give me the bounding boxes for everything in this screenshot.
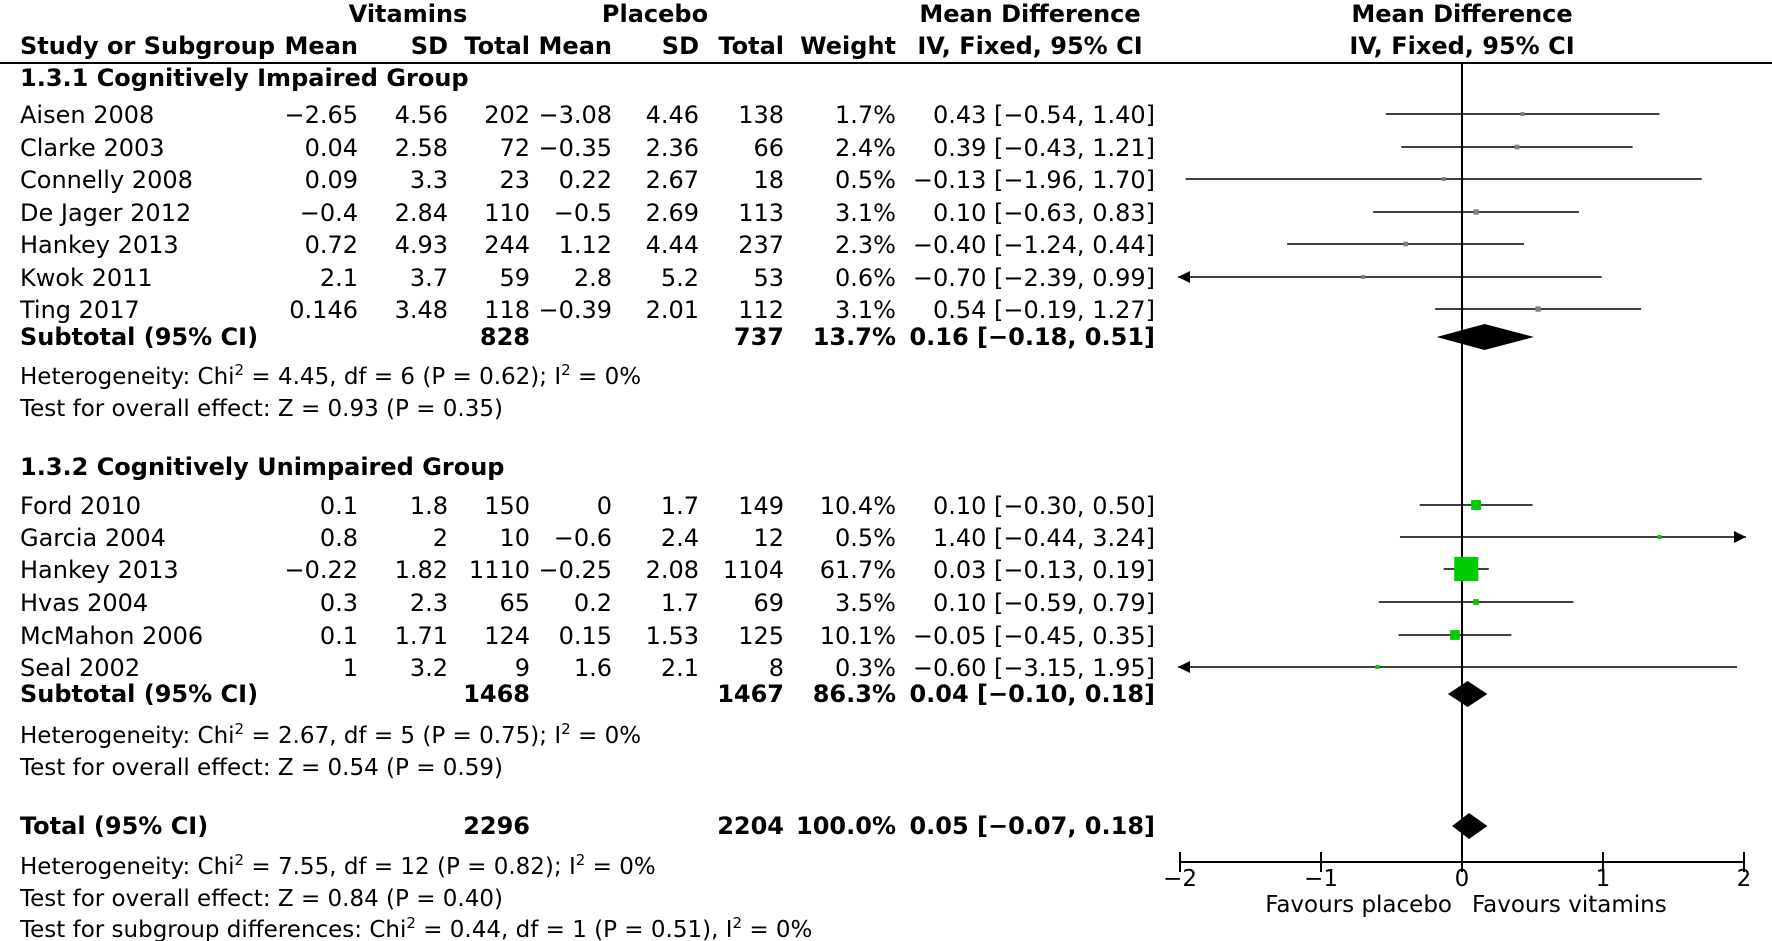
group2-study-2-mean-v: 0.8 bbox=[319, 524, 358, 552]
group2-study-4-total-p: 69 bbox=[753, 589, 784, 617]
group1-subtotal-total-v: 828 bbox=[479, 323, 530, 351]
group1-study-2-name: Clarke 2003 bbox=[20, 134, 165, 162]
group2-study-2-name: Garcia 2004 bbox=[20, 524, 166, 552]
group2-subtotal-ci: 0.04 [−0.10, 0.18] bbox=[909, 680, 1155, 708]
group1-study-1-mean-p: −3.08 bbox=[538, 101, 612, 129]
group2-study-6-sd-p: 2.1 bbox=[660, 654, 699, 682]
group2-study-2-total-p: 12 bbox=[753, 524, 784, 552]
group2-study-2-weight: 0.5% bbox=[835, 524, 896, 552]
group1-study-6-weight: 0.6% bbox=[835, 264, 896, 292]
header-method: IV, Fixed, 95% CI bbox=[917, 32, 1143, 60]
group1-study-1-weight: 1.7% bbox=[835, 101, 896, 129]
group1-study-4-total-p: 113 bbox=[738, 199, 784, 227]
group2-study-2-square bbox=[1657, 535, 1661, 539]
header-total-placebo: Total bbox=[718, 32, 784, 60]
header-mean-vitamins: Mean bbox=[284, 32, 358, 60]
header-sd-vitamins: SD bbox=[410, 32, 448, 60]
group2-study-5-mean-v: 0.1 bbox=[319, 622, 358, 650]
group2-study-6-total-p: 8 bbox=[768, 654, 784, 682]
group2-study-5-sd-p: 1.53 bbox=[645, 622, 699, 650]
group2-study-5-square bbox=[1450, 630, 1460, 640]
group1-study-3-ci: −0.13 [−1.96, 1.70] bbox=[912, 166, 1155, 194]
group-title-2: 1.3.2 Cognitively Unimpaired Group bbox=[20, 453, 505, 481]
favours-vitamins-label: Favours vitamins bbox=[1472, 892, 1667, 918]
group1-study-3-sd-p: 2.67 bbox=[645, 166, 699, 194]
subgroup-differences: Test for subgroup differences: Chi$^2$ = 0.44, df = 1 (P = 0.51), $I^2 = 0\%$ bbox=[20, 914, 813, 941]
group1-study-4-name: De Jager 2012 bbox=[20, 199, 192, 227]
group2-study-6-mean-p: 1.6 bbox=[573, 654, 612, 682]
x-tick-label-1: −1 bbox=[1304, 866, 1338, 892]
group1-study-2-square bbox=[1515, 145, 1520, 150]
group1-study-3-sd-v: 3.3 bbox=[409, 166, 448, 194]
header-mean-placebo: Mean bbox=[538, 32, 612, 60]
group2-study-6-ci-line-arrow-left bbox=[1178, 661, 1190, 673]
group2-study-1-mean-v: 0.1 bbox=[319, 492, 358, 520]
group2-subtotal-diamond bbox=[1448, 681, 1487, 707]
total-diamond bbox=[1452, 813, 1487, 839]
favours-placebo-label: Favours placebo bbox=[1265, 892, 1452, 918]
group1-study-7-square bbox=[1535, 306, 1540, 311]
group1-study-5-total-p: 237 bbox=[738, 231, 784, 259]
group1-study-3-total-p: 18 bbox=[753, 166, 784, 194]
group2-study-2-ci-line-arrow-right bbox=[1734, 531, 1746, 543]
group2-study-1-mean-p: 0 bbox=[596, 492, 612, 520]
header-placebo: Placebo bbox=[601, 0, 709, 28]
group2-study-5-name: McMahon 2006 bbox=[20, 622, 204, 650]
group1-study-2-weight: 2.4% bbox=[835, 134, 896, 162]
total-total-v: 2296 bbox=[463, 812, 530, 840]
group2-study-5-ci: −0.05 [−0.45, 0.35] bbox=[912, 622, 1155, 650]
group1-study-6-total-v: 59 bbox=[499, 264, 530, 292]
x-tick-label-4: 2 bbox=[1736, 866, 1752, 892]
group2-study-6-sd-v: 3.2 bbox=[409, 654, 448, 682]
group2-study-3-square bbox=[1454, 557, 1478, 581]
group1-study-4-mean-p: −0.5 bbox=[553, 199, 612, 227]
header-mean-difference-plot: Mean Difference bbox=[1351, 0, 1573, 28]
group1-study-4-ci: 0.10 [−0.63, 0.83] bbox=[932, 199, 1155, 227]
group2-study-1-weight: 10.4% bbox=[819, 492, 896, 520]
group1-study-6-total-p: 53 bbox=[753, 264, 784, 292]
group1-study-7-name: Ting 2017 bbox=[20, 296, 140, 324]
group2-study-2-total-v: 10 bbox=[499, 524, 530, 552]
group1-study-6-name: Kwok 2011 bbox=[20, 264, 153, 292]
group1-study-2-mean-p: −0.35 bbox=[538, 134, 612, 162]
group1-subtotal-ci: 0.16 [−0.18, 0.51] bbox=[909, 323, 1155, 351]
x-tick-label-2: 0 bbox=[1454, 866, 1470, 892]
group1-study-3-mean-p: 0.22 bbox=[558, 166, 612, 194]
group2-subtotal-label: Subtotal (95% CI) bbox=[20, 680, 259, 708]
group1-subtotal-weight: 13.7% bbox=[812, 323, 896, 351]
group1-subtotal-total-p: 737 bbox=[733, 323, 784, 351]
total-label: Total (95% CI) bbox=[20, 812, 209, 840]
group2-study-3-sd-v: 1.82 bbox=[394, 556, 448, 584]
group1-study-4-sd-v: 2.84 bbox=[394, 199, 448, 227]
group1-study-7-weight: 3.1% bbox=[835, 296, 896, 324]
group2-study-3-mean-p: −0.25 bbox=[538, 556, 612, 584]
group1-study-6-mean-v: 2.1 bbox=[319, 264, 358, 292]
total-total-p: 2204 bbox=[717, 812, 784, 840]
group1-study-1-ci: 0.43 [−0.54, 1.40] bbox=[932, 101, 1155, 129]
group2-study-5-total-p: 125 bbox=[738, 622, 784, 650]
group2-study-6-ci: −0.60 [−3.15, 1.95] bbox=[912, 654, 1155, 682]
group2-study-3-ci: 0.03 [−0.13, 0.19] bbox=[932, 556, 1155, 584]
group2-study-6-total-v: 9 bbox=[514, 654, 530, 682]
group1-study-5-weight: 2.3% bbox=[835, 231, 896, 259]
group2-study-1-sd-p: 1.7 bbox=[660, 492, 699, 520]
group1-study-2-mean-v: 0.04 bbox=[304, 134, 358, 162]
group1-study-3-total-v: 23 bbox=[499, 166, 530, 194]
group2-study-1-square bbox=[1471, 500, 1481, 510]
group2-study-6-weight: 0.3% bbox=[835, 654, 896, 682]
group1-heterogeneity: Heterogeneity: Chi$^2$ = 4.45, df = 6 (P = 0.62); $I^2 = 0\%$ bbox=[20, 361, 642, 390]
group1-subtotal-diamond bbox=[1437, 324, 1534, 350]
group1-study-7-total-v: 118 bbox=[484, 296, 530, 324]
x-tick-label-3: 1 bbox=[1595, 866, 1611, 892]
group2-study-4-total-v: 65 bbox=[499, 589, 530, 617]
group2-study-6-mean-v: 1 bbox=[342, 654, 358, 682]
group2-study-5-mean-p: 0.15 bbox=[558, 622, 612, 650]
group2-study-4-sd-p: 1.7 bbox=[660, 589, 699, 617]
group2-study-2-ci: 1.40 [−0.44, 3.24] bbox=[932, 524, 1155, 552]
group2-study-3-total-v: 1110 bbox=[468, 556, 530, 584]
header-method-plot: IV, Fixed, 95% CI bbox=[1349, 32, 1575, 60]
header-weight: Weight bbox=[800, 32, 896, 60]
group2-study-5-sd-v: 1.71 bbox=[394, 622, 448, 650]
group1-study-4-mean-v: −0.4 bbox=[299, 199, 358, 227]
group-title-1: 1.3.1 Cognitively Impaired Group bbox=[20, 64, 469, 92]
total-ci: 0.05 [−0.07, 0.18] bbox=[909, 812, 1155, 840]
group1-study-4-total-v: 110 bbox=[484, 199, 530, 227]
group1-study-5-mean-v: 0.72 bbox=[304, 231, 358, 259]
group2-study-1-total-v: 150 bbox=[484, 492, 530, 520]
header-total-vitamins: Total bbox=[464, 32, 530, 60]
total-weight: 100.0% bbox=[796, 812, 896, 840]
group2-study-3-total-p: 1104 bbox=[722, 556, 784, 584]
group2-study-1-sd-v: 1.8 bbox=[409, 492, 448, 520]
group1-study-3-weight: 0.5% bbox=[835, 166, 896, 194]
group2-study-2-mean-p: −0.6 bbox=[553, 524, 612, 552]
group2-study-2-sd-v: 2 bbox=[432, 524, 448, 552]
group1-study-7-sd-p: 2.01 bbox=[645, 296, 699, 324]
group1-study-1-total-v: 202 bbox=[484, 101, 530, 129]
total-heterogeneity: Heterogeneity: Chi$^2$ = 7.55, df = 12 (P = 0.82); $I^2 = 0\%$ bbox=[20, 851, 656, 880]
group1-study-7-sd-v: 3.48 bbox=[394, 296, 448, 324]
group1-subtotal-label: Subtotal (95% CI) bbox=[20, 323, 259, 351]
group2-study-2-sd-p: 2.4 bbox=[660, 524, 699, 552]
group1-study-2-ci: 0.39 [−0.43, 1.21] bbox=[932, 134, 1155, 162]
group1-study-1-square bbox=[1521, 112, 1525, 116]
group1-study-5-sd-p: 4.44 bbox=[645, 231, 699, 259]
group2-study-4-square bbox=[1473, 599, 1479, 605]
total-overall-effect: Test for overall effect: Z = 0.84 (P = 0.40) bbox=[20, 886, 503, 912]
group2-subtotal-weight: 86.3% bbox=[812, 680, 896, 708]
group2-study-1-ci: 0.10 [−0.30, 0.50] bbox=[932, 492, 1155, 520]
group2-heterogeneity: Heterogeneity: Chi$^2$ = 2.67, df = 5 (P = 0.75); $I^2 = 0\%$ bbox=[20, 720, 642, 749]
group2-study-5-total-v: 124 bbox=[484, 622, 530, 650]
group2-study-6-name: Seal 2002 bbox=[20, 654, 141, 682]
x-tick-label-0: −2 bbox=[1163, 866, 1197, 892]
group1-study-2-sd-v: 2.58 bbox=[394, 134, 448, 162]
group1-study-4-weight: 3.1% bbox=[835, 199, 896, 227]
group1-study-5-mean-p: 1.12 bbox=[558, 231, 612, 259]
group2-study-4-name: Hvas 2004 bbox=[20, 589, 149, 617]
group2-study-4-ci: 0.10 [−0.59, 0.79] bbox=[932, 589, 1155, 617]
group1-study-7-mean-v: 0.146 bbox=[289, 296, 358, 324]
group2-study-4-sd-v: 2.3 bbox=[409, 589, 448, 617]
group2-study-4-mean-p: 0.2 bbox=[573, 589, 612, 617]
group1-study-2-sd-p: 2.36 bbox=[645, 134, 699, 162]
group1-study-6-ci-line-arrow-left bbox=[1178, 271, 1190, 283]
group1-study-5-square bbox=[1403, 242, 1408, 247]
group1-study-7-total-p: 112 bbox=[738, 296, 784, 324]
group1-study-1-sd-v: 4.56 bbox=[394, 101, 448, 129]
group1-study-6-sd-p: 5.2 bbox=[660, 264, 699, 292]
header-mean-difference: Mean Difference bbox=[919, 0, 1141, 28]
group1-study-3-square bbox=[1442, 177, 1446, 181]
group2-subtotal-total-v: 1468 bbox=[463, 680, 530, 708]
group2-study-3-mean-v: −0.22 bbox=[284, 556, 358, 584]
group1-study-4-square bbox=[1473, 209, 1478, 214]
group2-study-6-square bbox=[1375, 665, 1379, 669]
group1-study-7-ci: 0.54 [−0.19, 1.27] bbox=[932, 296, 1155, 324]
header-study: Study or Subgroup bbox=[20, 32, 276, 60]
group2-study-1-name: Ford 2010 bbox=[20, 492, 142, 520]
group2-subtotal-total-p: 1467 bbox=[717, 680, 784, 708]
group2-study-3-weight: 61.7% bbox=[819, 556, 896, 584]
group2-study-1-total-p: 149 bbox=[738, 492, 784, 520]
group1-study-1-mean-v: −2.65 bbox=[284, 101, 358, 129]
group2-study-4-mean-v: 0.3 bbox=[319, 589, 358, 617]
group1-overall-effect: Test for overall effect: Z = 0.93 (P = 0.35) bbox=[20, 396, 503, 422]
group1-study-4-sd-p: 2.69 bbox=[645, 199, 699, 227]
header-vitamins: Vitamins bbox=[348, 0, 468, 28]
group1-study-1-total-p: 138 bbox=[738, 101, 784, 129]
group2-study-3-name: Hankey 2013 bbox=[20, 556, 179, 584]
group1-study-7-mean-p: −0.39 bbox=[538, 296, 612, 324]
group1-study-1-name: Aisen 2008 bbox=[20, 101, 155, 129]
group2-study-3-sd-p: 2.08 bbox=[645, 556, 699, 584]
group1-study-6-square bbox=[1361, 275, 1365, 279]
group1-study-5-total-v: 244 bbox=[484, 231, 530, 259]
group1-study-5-name: Hankey 2013 bbox=[20, 231, 179, 259]
group1-study-5-ci: −0.40 [−1.24, 0.44] bbox=[912, 231, 1155, 259]
header-sd-placebo: SD bbox=[661, 32, 699, 60]
group1-study-5-sd-v: 4.93 bbox=[394, 231, 448, 259]
group1-study-6-mean-p: 2.8 bbox=[573, 264, 612, 292]
group2-study-4-weight: 3.5% bbox=[835, 589, 896, 617]
group2-study-5-weight: 10.1% bbox=[819, 622, 896, 650]
group1-study-3-mean-v: 0.09 bbox=[304, 166, 358, 194]
group2-overall-effect: Test for overall effect: Z = 0.54 (P = 0.59) bbox=[20, 755, 503, 781]
group1-study-3-name: Connelly 2008 bbox=[20, 166, 193, 194]
group1-study-1-sd-p: 4.46 bbox=[645, 101, 699, 129]
group1-study-6-sd-v: 3.7 bbox=[409, 264, 448, 292]
group1-study-6-ci: −0.70 [−2.39, 0.99] bbox=[912, 264, 1155, 292]
group1-study-2-total-v: 72 bbox=[499, 134, 530, 162]
group1-study-2-total-p: 66 bbox=[753, 134, 784, 162]
